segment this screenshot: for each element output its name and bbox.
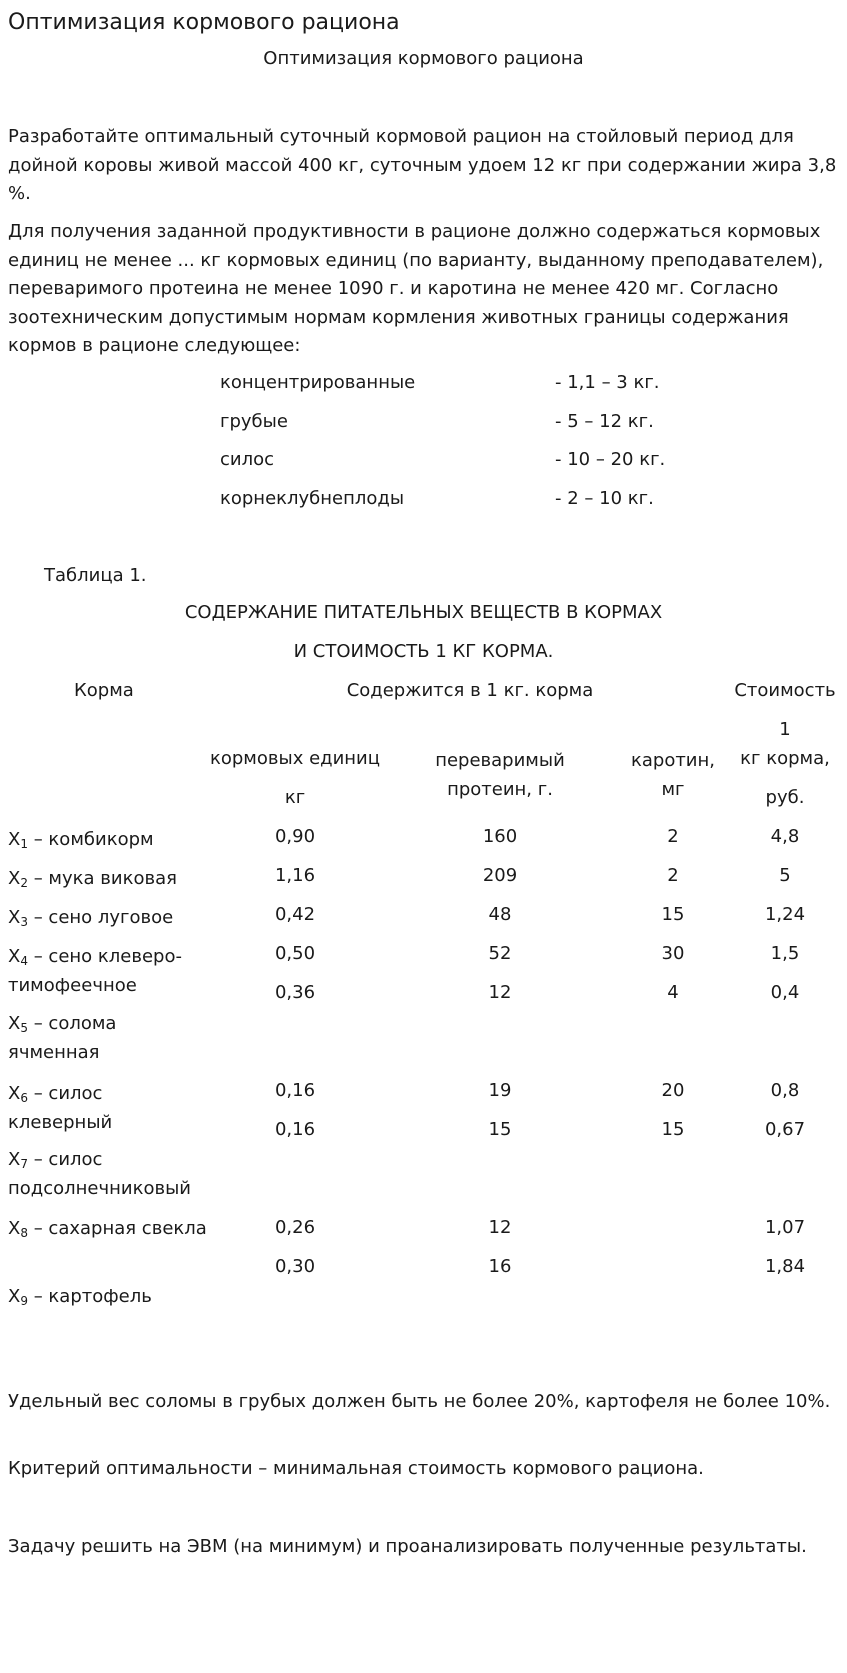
- cell-cost: 0,8: [770, 1080, 800, 1101]
- limit-name: корнеклубнеплоды: [220, 488, 405, 509]
- intro-paragraph: Разработайте оптимальный суточный кормовой рацион на стойловый период для дойной коровы живой массой 400 кг, суточным удоем 12 кг при содержании жира 3,8 %.: [8, 126, 837, 204]
- cell-protein: 48: [488, 904, 512, 925]
- cell-units: 1,16: [274, 865, 316, 886]
- column-header-feeds: Корма: [74, 680, 134, 701]
- table-row-feed-name: $X_8$ – сахарная свекла: [8, 1218, 207, 1240]
- cell-protein: 160: [482, 826, 518, 847]
- column-header-protein: переваримый: [435, 750, 565, 771]
- table-row-feed-name: $X_7$ – силос подсолнечниковый: [8, 1149, 191, 1199]
- cell-protein: 19: [488, 1080, 512, 1101]
- limit-name: грубые: [220, 411, 288, 432]
- cell-units: 0,42: [274, 904, 316, 925]
- table-row-feed-name: $X_3$ – сено луговое: [8, 907, 174, 929]
- limit-value: - 2 – 10 кг.: [555, 488, 654, 509]
- cell-carotene: 20: [661, 1080, 685, 1101]
- cell-cost: 1,07: [764, 1217, 806, 1238]
- cell-units: 0,36: [274, 982, 316, 1003]
- cell-cost: 1,5: [770, 943, 800, 964]
- table-heading: СОДЕРЖАНИЕ ПИТАТЕЛЬНЫХ ВЕЩЕСТВ В КОРМАХ: [184, 602, 663, 623]
- cell-carotene: 2: [667, 865, 679, 886]
- table-row-feed-name: $X_9$ – картофель: [8, 1286, 152, 1308]
- task-paragraph: Задачу решить на ЭВМ (на минимум) и проанализировать полученные результаты.: [8, 1536, 807, 1557]
- cell-units: 0,16: [274, 1080, 316, 1101]
- cell-units: 0,90: [274, 826, 316, 847]
- cell-cost: 4,8: [770, 826, 800, 847]
- column-header-units-unit: кг: [284, 787, 306, 808]
- cell-cost: 0,67: [764, 1119, 806, 1140]
- requirements-paragraph: Для получения заданной продуктивности в рационе должно содержаться кормовых единиц не менее ... кг кормовых единиц (по варианту, выданному преподавателем), переваримого протеина не менее 1090 г. и каротина не менее 420 мг. Согласно зоотехническим допустимым нормам кормления животных границы содержания кормов в рационе следующее:: [8, 221, 824, 356]
- cell-cost: 1,84: [764, 1256, 806, 1277]
- cell-carotene: 2: [667, 826, 679, 847]
- table-row-feed-name: $X_4$ – сено клеверо-тимофеечное: [8, 946, 182, 996]
- cell-protein: 15: [488, 1119, 512, 1140]
- limit-value: - 5 – 12 кг.: [555, 411, 654, 432]
- table-row-feed-name: $X_6$ – силос клеверный: [8, 1083, 113, 1133]
- cell-units: 0,16: [274, 1119, 316, 1140]
- cell-carotene: 15: [661, 1119, 685, 1140]
- table-label: Таблица 1.: [44, 565, 147, 586]
- table-row-feed-name: $X_1$ – комбикорм: [8, 829, 154, 851]
- note-paragraph: Удельный вес соломы в грубых должен быть не более 20%, картофеля не более 10%.: [8, 1391, 831, 1412]
- limit-value: - 1,1 – 3 кг.: [555, 372, 660, 393]
- cell-cost: 5: [779, 865, 791, 886]
- limit-value: - 10 – 20 кг.: [555, 449, 666, 470]
- table-heading-line2: И СТОИМОСТЬ 1 КГ КОРМА.: [293, 641, 554, 662]
- column-header-contains: Содержится в 1 кг. корма: [346, 680, 594, 701]
- column-header-protein-unit: протеин, г.: [447, 779, 553, 800]
- cell-carotene: 30: [661, 943, 685, 964]
- cell-units: 0,26: [274, 1217, 316, 1238]
- table-row-feed-name: $X_5$ – солома ячменная: [8, 1013, 117, 1063]
- cell-protein: 209: [482, 865, 518, 886]
- table-row-feed-name: $X_2$ – мука виковая: [8, 868, 177, 890]
- document-subtitle: Оптимизация кормового рациона: [263, 48, 584, 69]
- column-header-cost: Стоимость: [734, 680, 836, 701]
- cell-protein: 12: [488, 1217, 512, 1238]
- limit-name: концентрированные: [220, 372, 416, 393]
- cell-cost: 1,24: [764, 904, 806, 925]
- cell-protein: 12: [488, 982, 512, 1003]
- cell-carotene: 15: [661, 904, 685, 925]
- column-header-cost-currency: руб.: [765, 787, 805, 808]
- column-header-units: кормовых единиц: [209, 748, 381, 769]
- page-title: Оптимизация кормового рациона: [8, 10, 400, 35]
- column-header-cost-per-kg: кг корма,: [740, 748, 830, 769]
- limit-name: силос: [220, 449, 275, 470]
- cell-carotene: 4: [667, 982, 679, 1003]
- criterion-paragraph: Критерий оптимальности – минимальная стоимость кормового рациона.: [8, 1458, 704, 1479]
- cell-protein: 16: [488, 1256, 512, 1277]
- cell-protein: 52: [488, 943, 512, 964]
- column-header-carotene-unit: мг: [661, 779, 685, 800]
- cell-units: 0,30: [274, 1256, 316, 1277]
- cell-cost: 0,4: [770, 982, 800, 1003]
- column-header-cost-qty: 1: [779, 719, 791, 740]
- cell-units: 0,50: [274, 943, 316, 964]
- column-header-carotene: каротин,: [630, 750, 715, 771]
